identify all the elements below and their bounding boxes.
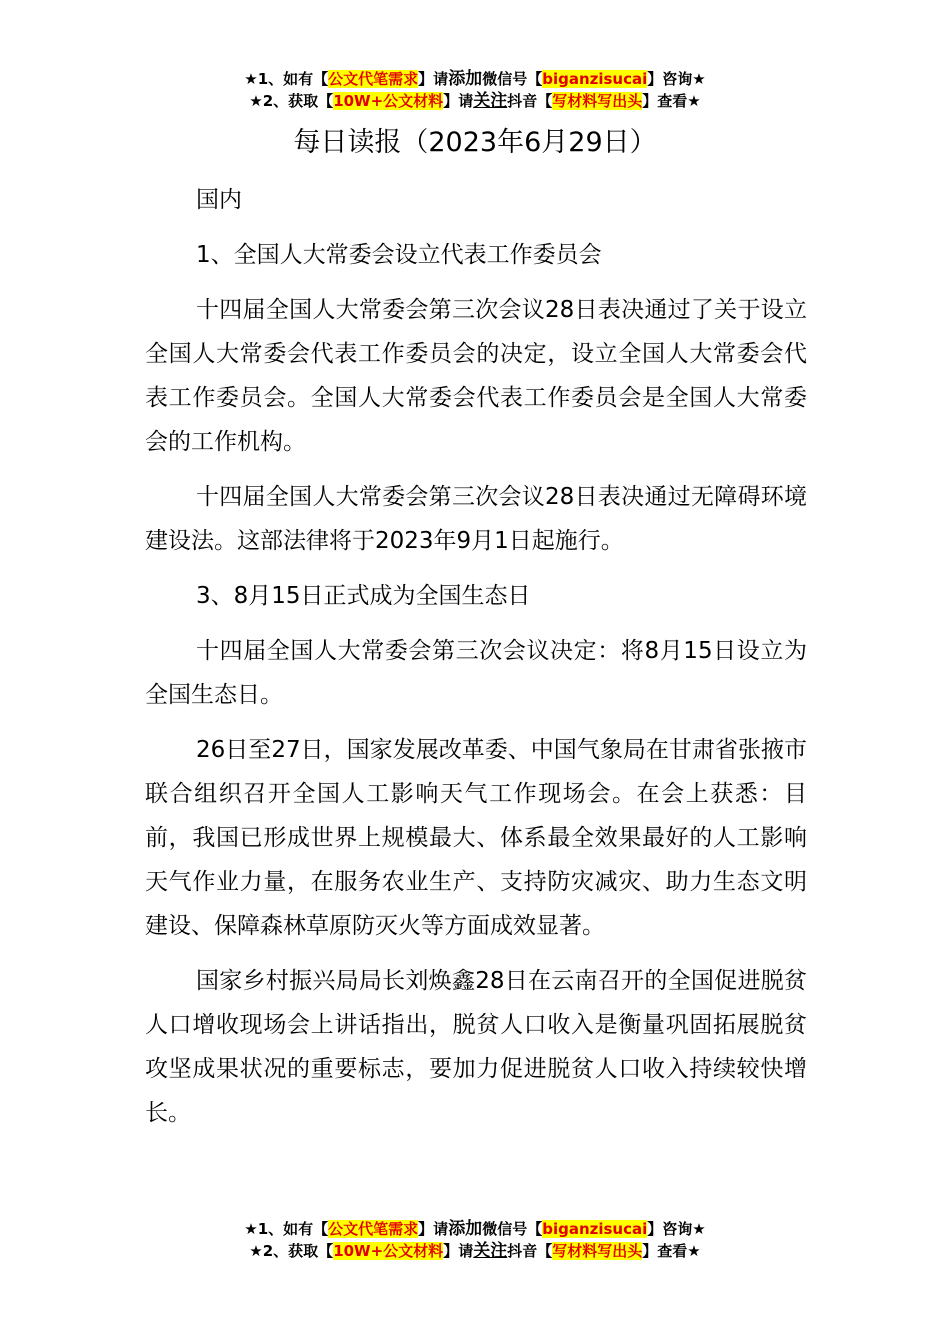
banner-text: 】请	[418, 70, 449, 88]
banner-wechat-id: biganzisucai	[542, 1220, 648, 1238]
banner-emphasis: 关注	[473, 91, 508, 111]
banner-highlight: 10W+公文材料	[333, 92, 444, 110]
banner-emphasis: 关注	[473, 1241, 508, 1261]
banner-text: 】请	[443, 92, 474, 110]
banner-text: 微信号【	[482, 1220, 543, 1238]
banner-line-2	[0, 1240, 950, 1262]
banner-text: ★2、获取【	[249, 1242, 334, 1260]
banner-text: 】咨询★	[647, 70, 706, 88]
banner-emphasis: 添加	[448, 69, 483, 89]
banner-text: 】咨询★	[647, 1220, 706, 1238]
banner-text: 】查看★	[642, 92, 701, 110]
news-paragraph: 国家乡村振兴局局长刘焕鑫28日在云南召开的全国促进脱贫人口增收现场会上讲话指出，脱贫人口收入是衡量巩固拓展脱贫攻坚成果状况的重要标志，要加力促进脱贫人口收入持续较快增长。	[145, 968, 807, 1126]
banner-text: 】查看★	[642, 1242, 701, 1260]
banner-emphasis: 添加	[448, 1219, 483, 1239]
page-title: 每日读报（2023年6月29日）	[293, 127, 657, 158]
section-heading-domestic: 国内	[196, 187, 242, 213]
banner-highlight: 公文代笔需求	[328, 1220, 419, 1238]
banner-line-1	[0, 68, 950, 90]
banner-douyin-id: 写材料写出头	[552, 92, 643, 110]
banner-text: 微信号【	[482, 70, 543, 88]
banner-text: 】请	[418, 1220, 449, 1238]
banner-text: 抖音【	[507, 92, 553, 110]
news-heading-1: 1、全国人大常委会设立代表工作委员会	[196, 242, 602, 268]
news-paragraph: 十四届全国人大常委会第三次会议28日表决通过无障碍环境建设法。这部法律将于2023年9月1日起施行。	[145, 484, 807, 554]
banner-line-2	[0, 90, 950, 112]
banner-highlight: 10W+公文材料	[333, 1242, 444, 1260]
news-paragraph: 十四届全国人大常委会第三次会议28日表决通过了关于设立全国人大常委会代表工作委员会的决定，设立全国人大常委会代表工作委员会。全国人大常委会代表工作委员会是全国人大常委会的工作机构。	[145, 297, 807, 455]
footer-banner	[0, 1218, 950, 1262]
news-paragraph: 26日至27日，国家发展改革委、中国气象局在甘肃省张掖市联合组织召开全国人工影响天气工作现场会。在会上获悉：目前，我国已形成世界上规模最大、体系最全效果最好的人工影响天气作业力量，在服务农业生产、支持防灾减灾、助力生态文明建设、保障森林草原防灭火等方面成效显著。	[145, 737, 807, 939]
news-heading-3: 3、8月15日正式成为全国生态日	[196, 583, 531, 609]
banner-text: ★1、如有【	[244, 70, 329, 88]
banner-text: 】请	[443, 1242, 474, 1260]
banner-wechat-id: biganzisucai	[542, 70, 648, 88]
banner-douyin-id: 写材料写出头	[552, 1242, 643, 1260]
news-paragraph: 十四届全国人大常委会第三次会议决定：将8月15日设立为全国生态日。	[145, 638, 807, 708]
banner-highlight: 公文代笔需求	[328, 70, 419, 88]
banner-text: ★1、如有【	[244, 1220, 329, 1238]
banner-text: 抖音【	[507, 1242, 553, 1260]
header-banner	[0, 68, 950, 112]
document-body	[145, 178, 807, 1146]
banner-text: ★2、获取【	[249, 92, 334, 110]
banner-line-1	[0, 1218, 950, 1240]
